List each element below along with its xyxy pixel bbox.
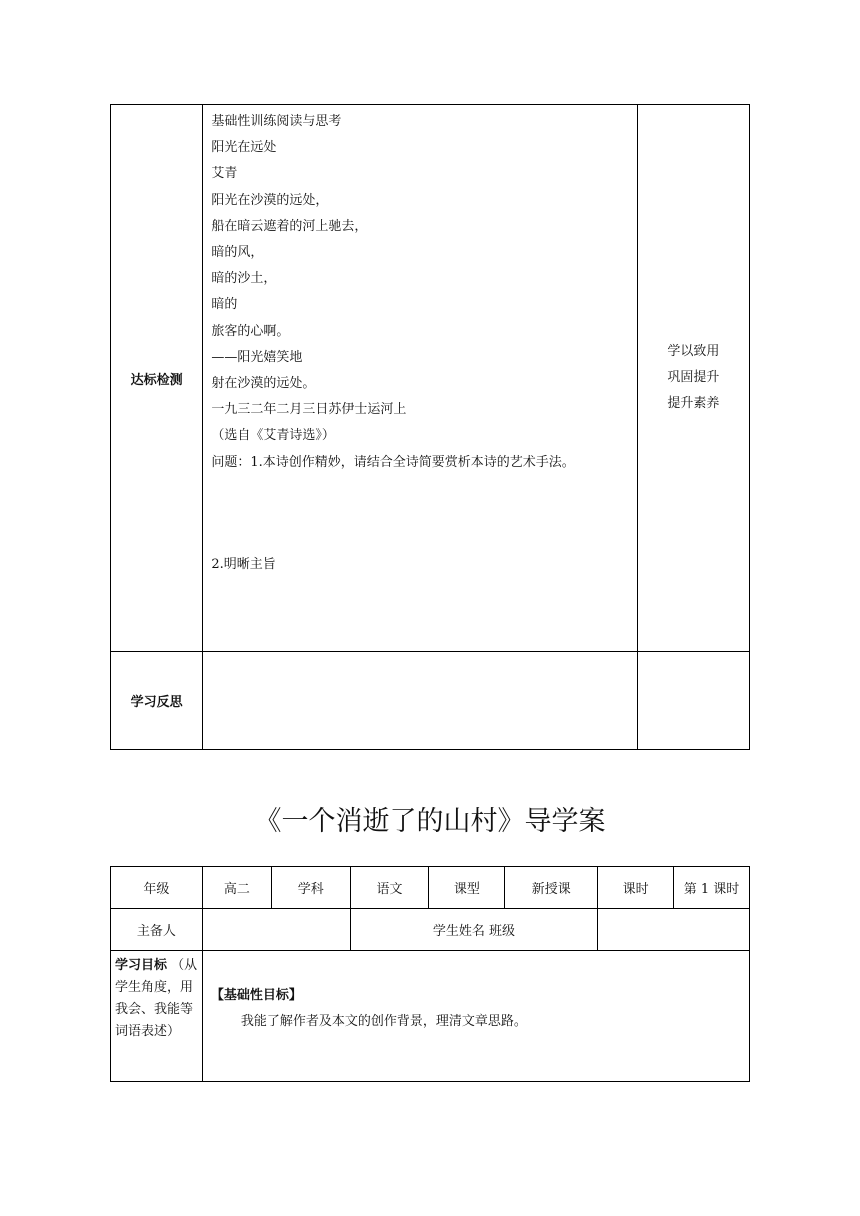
content-line: （选自《艾青诗选》） [211,428,335,444]
goal-text: 我能了解作者及本文的创作背景，理清文章思路。 [240,1014,527,1029]
goal-label-note: （从学生角度，用我会、我能等词语表述） [115,958,198,1039]
page-title: 《一个消逝了的山村》导学案 [254,806,606,837]
reflection-content [203,652,637,750]
check-content [203,105,637,652]
type-label: 课型 [429,867,505,909]
side-line: 学以致用 [667,344,720,359]
content-line: 船在暗云遮着的河上驰去， [211,218,368,234]
goal-content [202,951,749,1082]
preparer-label: 主备人 [111,909,203,951]
reflection-label: 学习反思 [111,652,203,750]
content-line: 基础性训练阅读与思考 [211,114,342,129]
student-value [598,909,750,951]
grade-value: 高二 [202,867,271,909]
subject-label: 学科 [271,867,350,909]
content-line: 艾青 [211,166,238,182]
answer-space [211,476,636,552]
content-line: 射在沙漠的远处。 [211,376,316,392]
side-line: 提升素养 [667,396,720,411]
goal-label [111,951,203,1082]
side-notes [637,105,749,652]
content-line: 暗的沙土， [211,271,277,287]
content-line: 一九三二年二月三日苏伊士运河上 [211,402,407,418]
goal-heading: 【基础性目标】 [210,988,302,1003]
period-label: 课时 [598,867,674,909]
period-value: 第 1 课时 [674,867,750,909]
content-line: ——阳光嬉笑地 [211,349,303,365]
info-table [110,866,750,1082]
check-table [110,104,750,750]
reflection-side [637,652,749,750]
content-line: 阳光在远处 [211,140,277,156]
side-line: 巩固提升 [667,370,720,385]
check-label: 达标检测 [111,105,203,652]
subject-value: 语文 [350,867,429,909]
content-line: 暗的风， [211,245,264,261]
preparer-value [202,909,350,951]
grade-label: 年级 [111,867,203,909]
content-line: 暗的 [211,297,238,313]
question-1: 问题：1.本诗创作精妙，请结合全诗简要赏析本诗的艺术手法。 [211,454,575,470]
student-label: 学生姓名 班级 [350,909,598,951]
goal-label-title: 学习目标 [115,958,168,973]
type-value: 新授课 [505,867,598,909]
content-line: 旅客的心啊。 [211,323,290,339]
content-line: 阳光在沙漠的远处， [211,192,329,208]
question-2: 2.明晰主旨 [211,556,276,572]
